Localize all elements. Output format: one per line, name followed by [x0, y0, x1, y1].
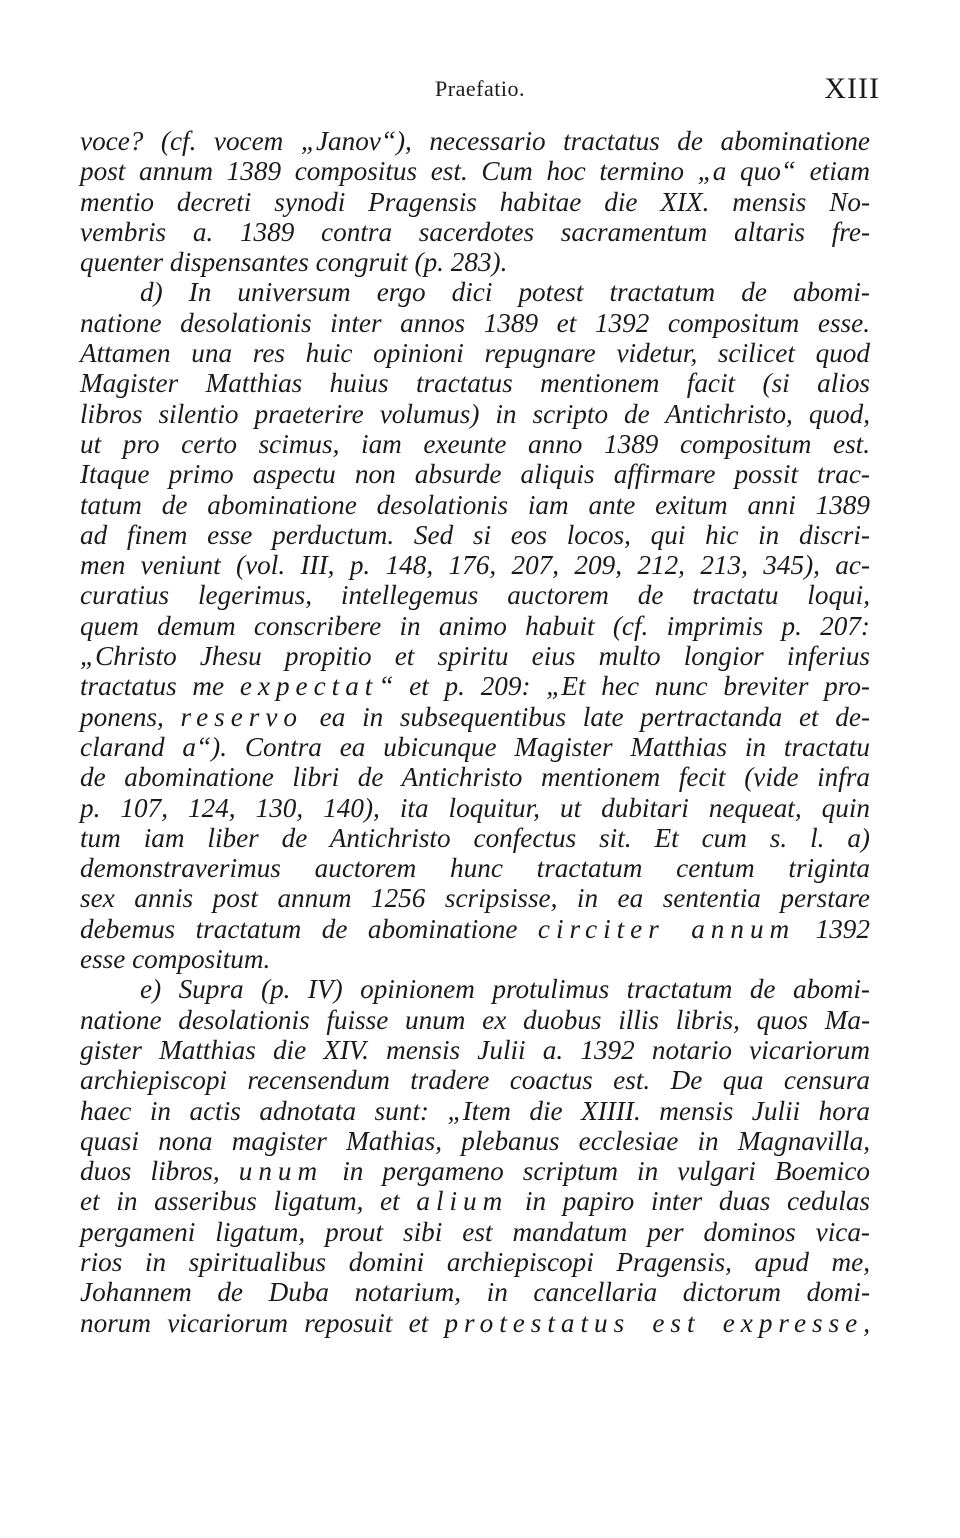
text-line — [80, 914, 870, 944]
text-line — [80, 490, 870, 520]
text-line — [80, 429, 870, 459]
line-text: p. 107, 124, 130, 140), ita loquitur, ut dubitari nequeat, quin — [80, 792, 870, 823]
text-line — [80, 550, 870, 580]
body-text — [80, 126, 870, 1338]
line-text: „Christo Jhesu propitio et spiritu eius multo longior inferius — [80, 641, 870, 672]
line-text-after: , — [863, 1307, 870, 1338]
line-text: quenter dispensantes congruit (p. 283). — [80, 247, 508, 278]
text-line — [80, 126, 870, 156]
running-head: Praefatio. — [435, 76, 525, 101]
text-line — [80, 1156, 870, 1186]
line-text: curatius legerimus, intellegemus auctorem de tractatu loqui, — [80, 580, 870, 611]
line-text: Johannem de Duba notarium, in cancellaria dictorum domi- — [80, 1277, 870, 1308]
line-text: quasi nona magister Mathias, plebanus ecclesiae in Magnavilla, — [80, 1125, 870, 1156]
line-text: debemus tractatum de abominatione — [80, 913, 518, 944]
line-text: natione desolationis fuisse unum ex duobus illis libris, quos Ma- — [80, 1004, 870, 1035]
spaced-emphasis: alium — [416, 1186, 509, 1217]
line-text: duos libros, — [80, 1156, 220, 1187]
text-line — [80, 1126, 870, 1156]
line-text: Magister Matthias huius tractatus mentionem facit (si alios — [80, 368, 870, 399]
text-line — [80, 1005, 870, 1035]
line-text: ut pro certo scimus, iam exeunte anno 1389 compositum est. — [80, 428, 870, 459]
text-line — [80, 277, 870, 307]
text-line — [80, 520, 870, 550]
line-text: e) Supra (p. IV) opinionem protulimus tractatum de abomi- — [140, 974, 870, 1005]
line-text: post annum 1389 compositus est. Cum hoc termino „a quo“ etiam — [80, 156, 870, 187]
line-text: Itaque primo aspectu non absurde aliquis affirmare possit trac- — [80, 459, 870, 490]
spaced-emphasis: expectat — [239, 671, 379, 702]
text-line — [80, 459, 870, 489]
line-text: tractatus me — [80, 671, 225, 702]
line-text: archiepiscopi recensendum tradere coactus est. De qua censura — [80, 1065, 870, 1096]
text-line — [80, 308, 870, 338]
line-text: ad finem esse perductum. Sed si eos locos, qui hic in discri- — [80, 519, 870, 550]
text-line — [80, 944, 870, 974]
line-text: voce? (cf. vocem „Janov“), necessario tractatus de abominatione — [80, 126, 870, 156]
text-line — [80, 1277, 870, 1307]
text-line — [80, 1065, 870, 1095]
line-text: norum vicariorum reposuit et — [80, 1307, 429, 1338]
page-header — [80, 72, 880, 112]
text-line — [80, 1217, 870, 1247]
text-line — [80, 187, 870, 217]
line-text: men veniunt (vol. III, p. 148, 176, 207, 209, 212, 213, 345), ac- — [80, 550, 870, 581]
line-text: rios in spiritualibus domini archiepiscopi Pragensis, apud me, — [80, 1246, 870, 1277]
text-line — [80, 247, 870, 277]
line-text: mentio decreti synodi Pragensis habitae die XIX. mensis No- — [80, 186, 870, 217]
text-line — [80, 338, 870, 368]
line-text-after: 1392 — [795, 913, 870, 944]
line-text: haec in actis adnotata sunt: „Item die XIIII. mensis Julii hora — [80, 1095, 870, 1126]
text-line — [80, 793, 870, 823]
line-text: clarand a“). Contra ea ubicunque Magister Matthias in tractatu — [80, 731, 870, 762]
spaced-emphasis: reservo — [180, 701, 303, 732]
line-text: tatum de abominatione desolationis iam ante exitum anni 1389 — [80, 489, 870, 520]
text-line — [80, 883, 870, 913]
text-line — [80, 732, 870, 762]
line-text: gister Matthias die XIV. mensis Julii a. 1392 notario vicariorum — [80, 1034, 870, 1065]
page-number: XIII — [824, 72, 880, 105]
line-text: libros silentio praeterire volumus) in scripto de Antichristo, quod, — [80, 398, 870, 429]
text-line — [80, 762, 870, 792]
text-line — [80, 368, 870, 398]
line-text: et in asseribus ligatum, et — [80, 1186, 400, 1217]
line-text-after: “ et p. 209: „Et hec nunc breviter pro- — [378, 671, 870, 702]
text-line — [80, 823, 870, 853]
text-line — [80, 974, 870, 1004]
text-line — [80, 1186, 870, 1216]
text-line — [80, 671, 870, 701]
line-text: demonstraverimus auctorem hunc tractatum centum triginta — [80, 853, 870, 884]
text-line — [80, 853, 870, 883]
text-line — [80, 702, 870, 732]
line-text: natione desolationis inter annos 1389 et 1392 compositum esse. — [80, 307, 870, 338]
text-line — [80, 580, 870, 610]
text-line — [80, 1096, 870, 1126]
line-text-after: ea in subsequentibus late pertractanda et de- — [302, 701, 871, 732]
line-text: tum iam liber de Antichristo confectus sit. Et cum s. l. a) — [80, 822, 870, 853]
text-line — [80, 399, 870, 429]
spaced-emphasis: circiter annum — [537, 913, 796, 944]
line-text-after: in pergameno scriptum in vulgari Boemico — [323, 1156, 870, 1187]
text-line — [80, 1035, 870, 1065]
text-line — [80, 217, 870, 247]
text-line — [80, 156, 870, 186]
line-text: sex annis post annum 1256 scripsisse, in ea sententia perstare — [80, 883, 870, 914]
line-text: esse compositum. — [80, 944, 271, 975]
text-line — [80, 611, 870, 641]
line-text: Attamen una res huic opinioni repugnare videtur, scilicet quod — [80, 338, 870, 369]
line-text: d) In universum ergo dici potest tractatum de abomi- — [140, 277, 870, 308]
line-text: quem demum conscribere in animo habuit (cf. imprimis p. 207: — [80, 610, 870, 641]
spaced-emphasis: unum — [238, 1156, 324, 1187]
line-text: pergameni ligatum, prout sibi est mandatum per dominos vica- — [80, 1216, 870, 1247]
line-text: de abominatione libri de Antichristo mentionem fecit (vide infra — [80, 762, 870, 793]
line-text: ponens, — [80, 701, 164, 732]
spaced-emphasis: protestatus est expresse — [444, 1307, 864, 1338]
text-line — [80, 641, 870, 671]
line-text-after: in papiro inter duas cedulas — [508, 1186, 871, 1217]
line-text: vembris a. 1389 contra sacerdotes sacramentum altaris fre- — [80, 216, 870, 247]
text-line — [80, 1247, 870, 1277]
text-line — [80, 1308, 870, 1338]
